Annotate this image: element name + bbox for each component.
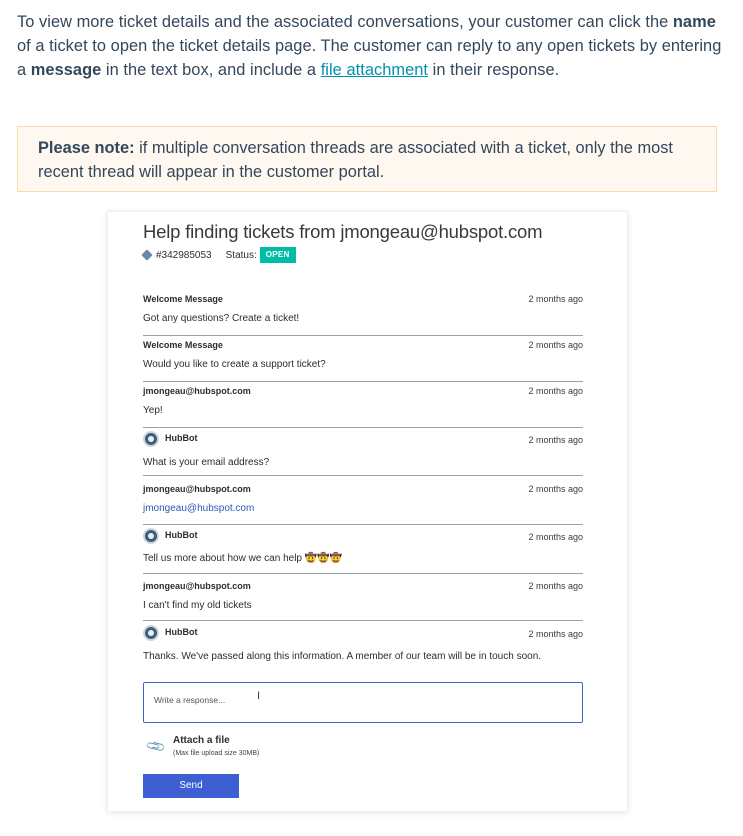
intro-text-3: in the text box, and include a xyxy=(101,61,321,79)
message-item xyxy=(143,621,583,671)
message-time: 2 months ago xyxy=(528,386,583,396)
message-sender: HubBot xyxy=(165,433,198,443)
message-time: 2 months ago xyxy=(528,629,583,639)
note-label: Please note: xyxy=(38,139,135,157)
hubbot-avatar-icon xyxy=(143,528,159,544)
message-body: What is your email address? xyxy=(143,457,270,468)
attach-size-limit: (Max file upload size 30MB) xyxy=(173,750,260,757)
message-body: Would you like to create a support ticket? xyxy=(143,359,326,370)
message-item xyxy=(143,336,583,382)
ticket-details-screenshot xyxy=(107,211,628,812)
ticket-meta xyxy=(143,247,296,263)
file-attachment-link[interactable]: file attachment xyxy=(320,61,429,79)
message-sender: HubBot xyxy=(165,627,198,637)
message-sender: Welcome Message xyxy=(143,294,223,304)
message-sender: jmongeau@hubspot.com xyxy=(143,581,251,591)
attach-file-button[interactable] xyxy=(143,733,343,763)
message-body xyxy=(143,553,342,564)
ticket-icon xyxy=(141,249,152,260)
message-time: 2 months ago xyxy=(528,532,583,542)
message-time: 2 months ago xyxy=(528,581,583,591)
response-placeholder: Write a response... xyxy=(154,695,226,705)
message-body: Thanks. We've passed along this information. A member of our team will be in touch soon. xyxy=(143,651,542,662)
message-body: Got any questions? Create a ticket! xyxy=(143,313,300,324)
status-badge: OPEN xyxy=(260,247,296,263)
message-item xyxy=(143,382,583,428)
message-item xyxy=(143,574,583,621)
message-time: 2 months ago xyxy=(528,435,583,445)
intro-bold-name: name xyxy=(672,13,716,31)
intro-text-1: To view more ticket details and the associated conversations, your customer can click the xyxy=(17,13,673,31)
message-sender: Welcome Message xyxy=(143,340,223,350)
attach-title: Attach a file xyxy=(173,735,230,746)
message-time: 2 months ago xyxy=(528,294,583,304)
message-item xyxy=(143,525,583,574)
intro-text-4: in their response. xyxy=(428,61,560,79)
message-email-link[interactable]: jmongeau@hubspot.com xyxy=(143,503,255,514)
message-time: 2 months ago xyxy=(528,484,583,494)
message-item xyxy=(143,290,583,336)
message-text: Tell us more about how we can help xyxy=(143,553,302,564)
intro-bold-message: message xyxy=(30,61,102,79)
message-sender: jmongeau@hubspot.com xyxy=(143,386,251,396)
hubbot-avatar-icon xyxy=(143,431,159,447)
text-cursor-icon: I xyxy=(257,690,261,702)
response-textarea[interactable] xyxy=(143,682,583,723)
status-label: Status: xyxy=(225,249,257,261)
message-item xyxy=(143,476,583,525)
intro-paragraph xyxy=(17,10,723,82)
message-item xyxy=(143,428,583,476)
cowboy-emoji-icon: 🤠🤠🤠 xyxy=(304,553,343,564)
note-callout xyxy=(17,126,717,192)
paperclip-icon: 📎 xyxy=(144,735,167,758)
intro-text-2: of a ticket to open the ticket details page. The customer can reply to any open tickets by entering a xyxy=(17,37,722,79)
message-body: I can't find my old tickets xyxy=(143,600,252,611)
message-time: 2 months ago xyxy=(528,340,583,350)
ticket-title: Help finding tickets from jmongeau@hubspot.com xyxy=(143,221,543,242)
send-button[interactable]: Send xyxy=(143,774,239,798)
message-body: Yep! xyxy=(143,405,163,416)
ticket-id: #342985053 xyxy=(156,249,212,261)
note-text: if multiple conversation threads are associated with a ticket, only the most recent thread will appear in the customer portal. xyxy=(38,139,673,181)
message-sender: jmongeau@hubspot.com xyxy=(143,484,251,494)
hubbot-avatar-icon xyxy=(143,625,159,641)
message-sender: HubBot xyxy=(165,530,198,540)
